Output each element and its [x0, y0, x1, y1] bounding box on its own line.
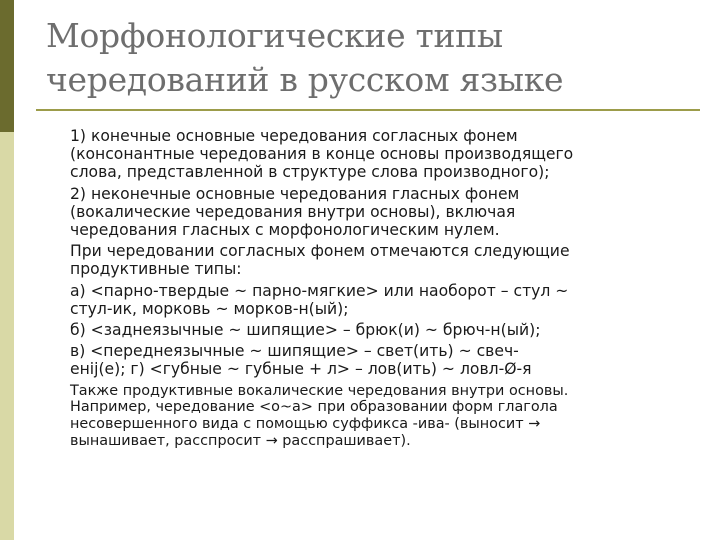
text-line: слова, представленной в структуре слова производного); — [70, 163, 550, 182]
paragraph-final-consonant-alternations — [70, 127, 710, 182]
title-divider — [36, 109, 700, 111]
paragraph-productive-types-intro — [70, 242, 710, 278]
text-line: При чередовании согласных фонем отмечаются следующие — [70, 242, 570, 261]
slide-body — [70, 127, 710, 453]
accent-bar-bottom — [0, 132, 14, 540]
text-line: енij(е); г) <губные ~ губные + л> – лов(ить) ~ ловл-Ø-я — [70, 360, 532, 379]
paragraph-type-v-g — [70, 342, 710, 378]
text-line: Например, чередование <о~а> при образовании форм глагола — [70, 399, 558, 416]
paragraph-type-a — [70, 282, 710, 318]
text-line: продуктивные типы: — [70, 260, 242, 279]
text-line: в) <переднеязычные ~ шипящие> – свет(ить) ~ свеч- — [70, 342, 519, 361]
accent-bar-top — [0, 0, 14, 132]
text-line: стул-ик, морковь ~ морков-н(ый); — [70, 299, 349, 318]
slide-title-line-2: чередований в русском языке — [46, 60, 564, 99]
slide-title — [46, 14, 706, 102]
paragraph-vowel-alternations-note — [70, 383, 710, 450]
text-line: несовершенного вида с помощью суффикса -ива- (выносит → — [70, 416, 541, 433]
text-line: (консонантные чередования в конце основы производящего — [70, 145, 574, 164]
slide-title-line-1: Морфонологические типы — [46, 16, 503, 55]
text-line: 2) неконечные основные чередования гласных фонем — [70, 184, 520, 203]
text-line: б) <заднеязычные ~ шипящие> – брюк(и) ~ брюч-н(ый); — [70, 321, 541, 340]
text-line: (вокалические чередования внутри основы), включая — [70, 202, 516, 221]
text-line: вынашивает, расспросит → расспрашивает). — [70, 433, 411, 450]
text-line: а) <парно-твердые ~ парно-мягкие> или наоборот – стул ~ — [70, 281, 569, 300]
paragraph-type-b — [70, 321, 710, 339]
text-line: Также продуктивные вокалические чередования внутри основы. — [70, 382, 569, 399]
text-line: 1) конечные основные чередования согласных фонем — [70, 127, 518, 145]
paragraph-nonfinal-vowel-alternations — [70, 185, 710, 240]
text-line: чередования гласных с морфонологическим нулем. — [70, 221, 500, 240]
